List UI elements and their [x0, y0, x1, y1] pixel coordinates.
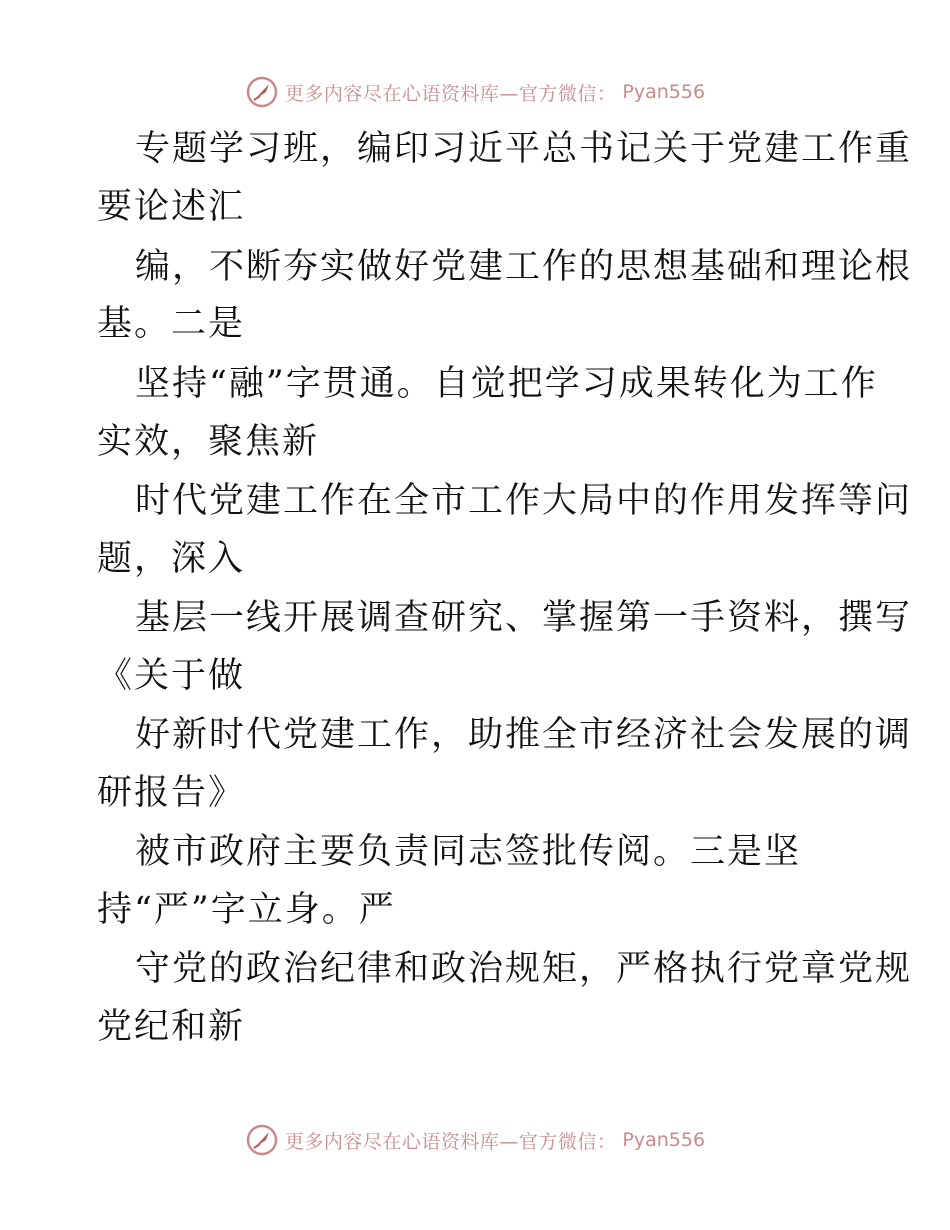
- text-line: 专题学习班，编印习近平总书记关于党建工作重: [135, 129, 913, 169]
- feather-pen-icon: [245, 1123, 279, 1157]
- text-line: 《关于做: [97, 656, 246, 696]
- text-line: 要论述汇: [97, 187, 246, 227]
- text-line: 基层一线开展调查研究、掌握第一手资料，撰写: [135, 598, 913, 638]
- header-watermark: [0, 72, 950, 112]
- text-line: 研报告》: [97, 773, 246, 813]
- text-line: 实效，聚焦新: [97, 422, 320, 462]
- text-line: 时代党建工作在全市工作大局中的作用发挥等问: [135, 481, 913, 521]
- watermark-text: 更多内容尽在心语资料库—官方微信：: [284, 82, 617, 105]
- watermark-text: 更多内容尽在心语资料库—官方微信：: [284, 1130, 617, 1153]
- text-line: 被市政府主要负责同志签批传阅。三是坚: [135, 832, 802, 872]
- text-line: 守党的政治纪律和政治规矩，严格执行党章党规: [135, 949, 913, 989]
- text-line: 好新时代党建工作，助推全市经济社会发展的调: [135, 715, 913, 755]
- footer-watermark: [0, 1120, 950, 1160]
- text-line: 基。二是: [97, 304, 246, 344]
- text-line: 题，深入: [97, 539, 246, 579]
- watermark-contact: Pyan556: [622, 1129, 706, 1151]
- text-line: 编，不断夯实做好党建工作的思想基础和理论根: [135, 247, 913, 287]
- text-line: 坚持“融”字贯通。自觉把学习成果转化为工作: [135, 364, 878, 404]
- text-line: 持“严”字立身。严: [97, 890, 396, 930]
- text-line: 党纪和新: [97, 1007, 246, 1047]
- watermark-contact: Pyan556: [622, 81, 706, 103]
- feather-pen-icon: [245, 75, 279, 109]
